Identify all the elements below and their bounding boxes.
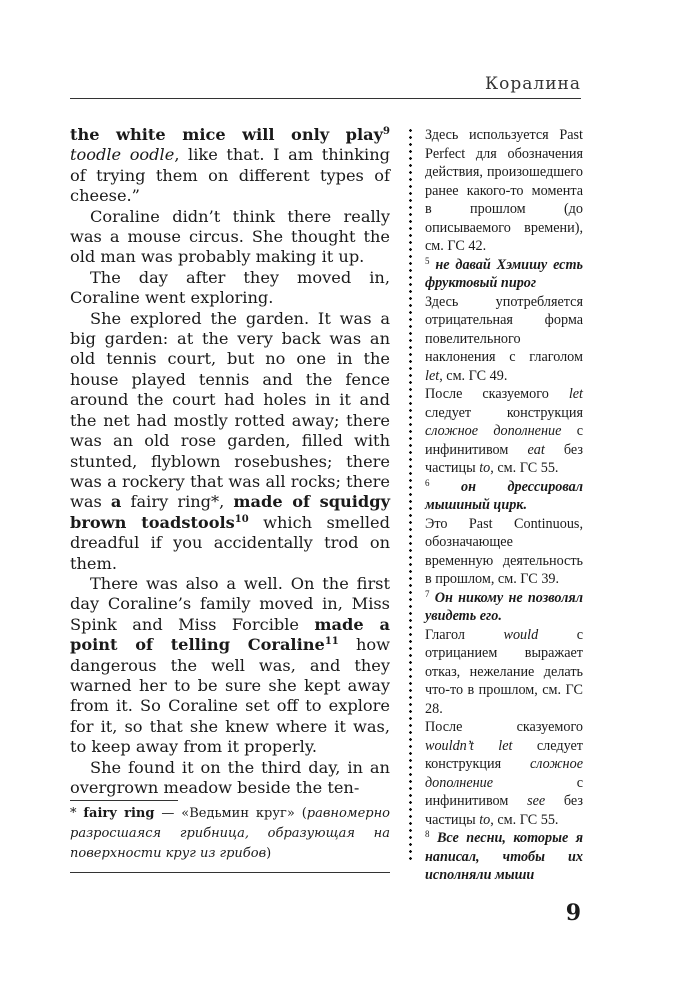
side-text: , см. ГС 55. <box>490 460 559 476</box>
paragraph-6: She found it on the third day, in an overgrown meadow beside the ten- <box>70 757 390 797</box>
side-note-title: он дрессировал мышиный цирк. <box>425 478 583 513</box>
side-italic: let <box>568 386 583 402</box>
vocab-highlight-11: made a point of telling Coraline <box>70 614 391 655</box>
paragraph-2: Coraline didn’t think there really was a mouse circus. She thought the old man was probably making it up. <box>70 206 390 267</box>
side-text: Глагол <box>425 626 504 643</box>
side-text: без частицы <box>425 441 583 476</box>
footnote-term: fairy ring <box>83 806 155 821</box>
side-note-text <box>425 718 583 829</box>
running-header-title: Коралина <box>484 74 581 94</box>
side-note-number: 7 <box>425 588 430 599</box>
side-note-number: 6 <box>425 477 430 488</box>
paragraph-1 <box>70 125 390 207</box>
side-italic: would <box>503 626 539 643</box>
side-text: Здесь употребляется отрицательная форма повелительного наклонения с глаголом <box>425 293 583 365</box>
side-italic: сложное дополнение <box>425 423 562 439</box>
footnote-paren: ( <box>294 806 307 821</box>
side-note-number: 8 <box>425 829 430 839</box>
footnote-paren: ) <box>266 846 272 861</box>
side-note-heading-6 <box>425 478 583 515</box>
vocab-highlight-9: the white mice will only play <box>70 125 384 144</box>
side-italic: let <box>425 367 440 384</box>
side-text: следует конструкция <box>425 737 583 772</box>
side-note-text <box>425 385 583 478</box>
side-note-title: Он никому не позволял увидеть его. <box>425 589 583 624</box>
side-note-heading-7 <box>425 589 583 626</box>
note-ref-9: 9 <box>383 126 390 137</box>
dotted-column-divider <box>409 127 412 860</box>
paragraph-3: The day after they moved in, Coraline went exploring. <box>70 267 390 308</box>
side-text: После сказуемого <box>425 386 569 402</box>
side-text: без частицы <box>425 793 583 828</box>
side-note-title: не давай Хэмишу есть фруктовый пирог <box>425 256 583 291</box>
main-text-column <box>70 125 390 798</box>
side-text: с инфинитивом <box>425 423 583 458</box>
side-italic: to <box>479 811 491 828</box>
side-text: , см. ГС 49. <box>439 367 508 384</box>
paragraph-text: She explored the garden. It was a big garden: at the very back was an old tennis court, but no one in the house played tennis and the fence around the court had holes in it and the net had mostly rotted away; there was an old rose garden, filled with stunted, flyblown rosebushes; there was a rockery that was all rocks; there was <box>70 308 390 512</box>
side-text: следует конструкция <box>425 404 583 421</box>
paragraph-5 <box>70 574 390 758</box>
header-rule <box>70 98 581 99</box>
bottom-rule <box>70 872 390 873</box>
footnote-explanation: равномерно разросшаяся грибница, образующая на поверхности круг из грибов <box>70 806 390 861</box>
italic-phrase: toodle oodle <box>70 145 175 165</box>
side-text: с инфинитивом <box>425 774 583 809</box>
side-notes-column <box>425 126 583 885</box>
footnote <box>70 804 390 864</box>
footnote-rule <box>70 800 178 801</box>
note-ref-11: 11 <box>324 636 339 648</box>
note-ref-10: 10 <box>234 513 249 525</box>
side-italic: to <box>479 460 491 476</box>
side-note-heading-8 <box>425 829 583 885</box>
paragraph-text: There was also a well. On the first day Coraline’s family moved in, Miss Spink and Miss Forcible <box>70 573 390 634</box>
paragraph-4 <box>70 309 390 574</box>
side-note-text <box>425 626 583 719</box>
side-italic: сложное дополнение <box>425 756 583 791</box>
side-note-text <box>425 293 583 386</box>
footnote-translation: «Ведьмин круг» <box>181 806 295 821</box>
paragraph-text: , like that. I am thinking of trying them on different types of cheese.” <box>70 145 390 206</box>
vocab-highlight-10: made of squidgy brown toadstools <box>70 492 390 532</box>
side-note-number: 5 <box>425 255 430 266</box>
bold-word: a <box>110 492 122 512</box>
side-italic: eat <box>527 441 545 458</box>
side-note-heading-5 <box>425 256 583 293</box>
side-note-text: Это Past Continuous, обозначающее временную деятельность в прошлом, см. ГС 39. <box>425 515 583 587</box>
side-text: После сказуемого <box>425 719 583 735</box>
side-text: , см. ГС 55. <box>490 811 559 828</box>
side-text: с отрицанием выражает отказ, нежелание делать что-то в прошлом, см. ГС 28. <box>425 626 583 717</box>
footnote-marker: * <box>70 806 77 821</box>
page-number: 9 <box>565 900 581 926</box>
paragraph-text: which smelled dreadful if you accidentally trod on them. <box>70 512 390 573</box>
side-note-title: Все песни, которые я написал, чтобы их исполняли мыши <box>425 830 583 883</box>
paragraph-text: how dangerous the well was, and they warned her to be sure she kept away from it. So Coraline set off to explore for it, so that she knew where it was, to keep away from it properly. <box>70 635 390 757</box>
side-note-text: Здесь используется Past Perfect для обозначения действия, произошедшего ранее какого-то момента в прошлом (до описываемого времени), см. ГС 42. <box>425 127 583 254</box>
footnote-dash: — <box>154 806 182 821</box>
paragraph-text: fairy ring*, <box>121 492 234 512</box>
side-italic: wouldn’t let <box>425 737 513 754</box>
side-italic: see <box>527 793 546 809</box>
